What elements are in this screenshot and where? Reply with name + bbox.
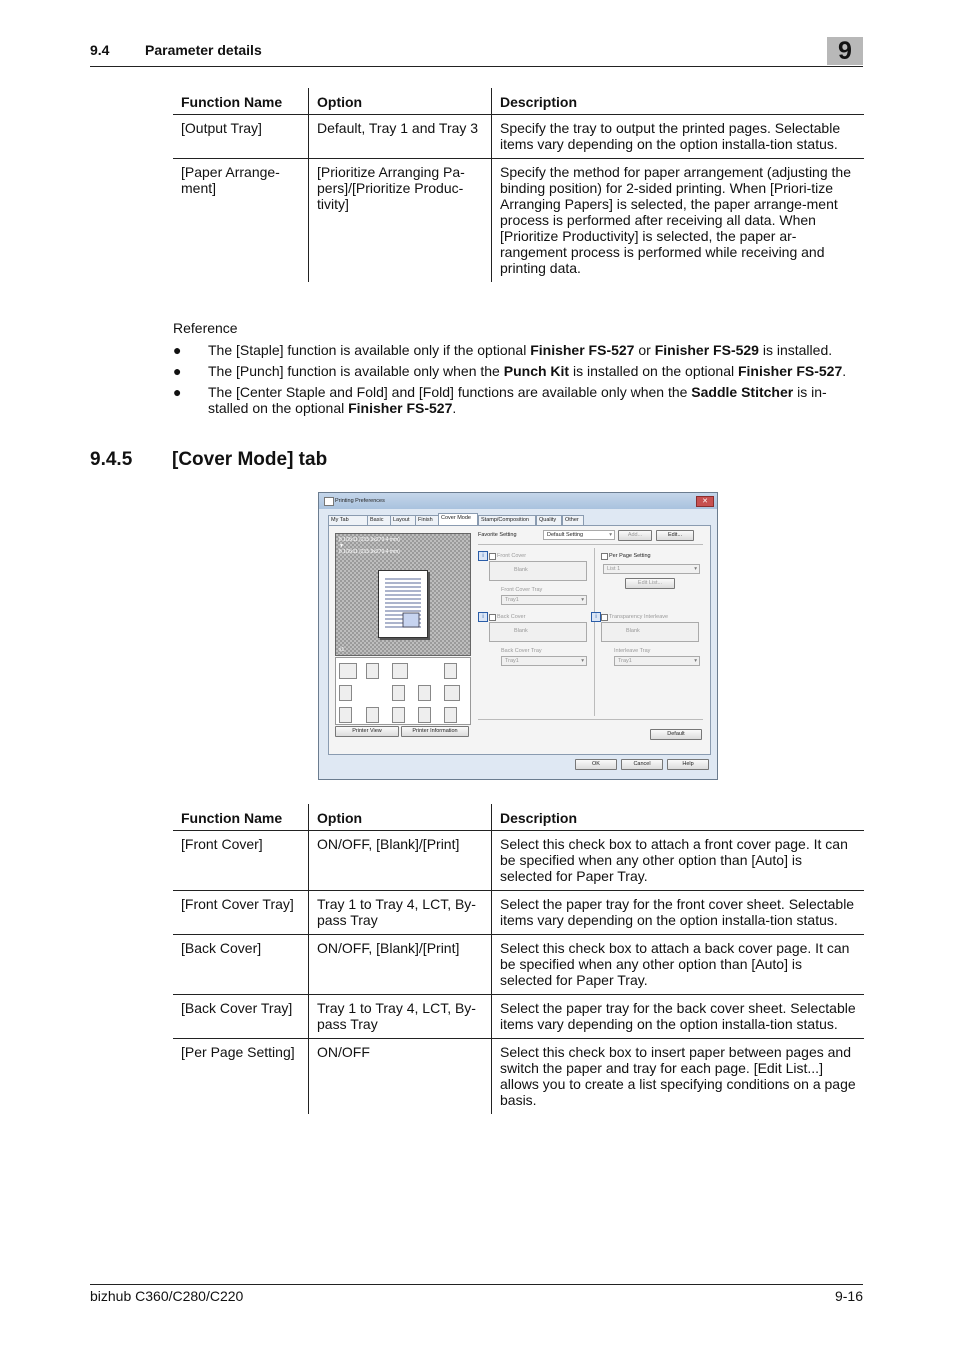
item-bold: Finisher FS-527 <box>348 400 453 416</box>
description: Select this check box to attach a back cover page. It can be specified when any other option than [Auto] is selected for Paper Tray. <box>492 935 865 995</box>
info-icon: i <box>591 612 601 622</box>
edit-button[interactable]: Edit... <box>656 530 694 541</box>
cover-icon <box>339 663 357 679</box>
transparency-interleave-label: Transparency Interleave <box>609 614 669 620</box>
function-name: [Output Tray] <box>173 115 309 159</box>
per-page-list-select[interactable]: List 1 ▾ <box>603 564 700 574</box>
paper-preview-icon <box>378 570 428 638</box>
front-cover-tray-select[interactable]: Tray1 ▾ <box>501 595 587 605</box>
section-number: 9.4 <box>90 42 110 58</box>
description: Select this check box to insert paper between pages and switch the paper and tray for each page. [Edit List...] allows you to create a list specifying conditions on a page basis. <box>492 1039 865 1115</box>
cancel-button[interactable]: Cancel <box>621 759 663 770</box>
item-text: is installed on the optional <box>569 363 738 379</box>
table-row <box>173 115 864 159</box>
bullet: ● <box>173 363 182 379</box>
bullet: ● <box>173 384 182 400</box>
cover-mode-pane <box>328 525 711 755</box>
punch-icon <box>418 685 431 701</box>
per-page-setting-checkbox[interactable] <box>601 553 608 560</box>
tab-stamp-composition[interactable]: Stamp/Composition <box>478 515 536 525</box>
tab-other[interactable]: Other <box>562 515 584 525</box>
tray-icon <box>339 685 352 701</box>
description: Specify the tray to output the printed pages. Selectable items vary depending on the option installa-tion status. <box>492 115 865 159</box>
default-button[interactable]: Default <box>650 729 702 740</box>
list-item <box>173 342 863 358</box>
rotate-icon <box>444 663 457 679</box>
print-preview <box>335 533 471 656</box>
table-header-row <box>173 804 864 831</box>
divider <box>478 719 703 720</box>
preview-size-label: 8 1/2x11 (215.9x279.4 mm) <box>339 549 400 555</box>
front-cover-tray-label: Front Cover Tray <box>501 587 543 593</box>
tab-basic[interactable]: Basic <box>367 515 391 525</box>
duplex-icon <box>366 663 379 679</box>
column-header: Option <box>309 88 492 115</box>
binding-icon <box>339 707 352 723</box>
item-bold: Finisher FS-527 <box>737 363 843 379</box>
info-icon: i <box>478 551 488 561</box>
back-cover-label: Back Cover <box>497 614 526 620</box>
option: ON/OFF <box>309 1039 492 1115</box>
heading-number: 9.4.5 <box>90 449 133 470</box>
printer-information-button[interactable]: Printer Information <box>401 726 469 737</box>
quality-icon <box>418 707 431 723</box>
transparency-value: Blank <box>626 628 640 634</box>
column-header: Function Name <box>173 804 309 831</box>
interleave-tray-label: Interleave Tray <box>614 648 651 654</box>
front-cover-select[interactable] <box>489 561 587 581</box>
window-title: Printing Preferences <box>335 498 385 504</box>
page-header <box>90 37 863 67</box>
copy-count: x1 <box>339 647 345 653</box>
info-icon: i <box>478 612 488 622</box>
tab-layout[interactable]: Layout <box>390 515 416 525</box>
table-row <box>173 935 864 995</box>
model-name: bizhub C360/C280/C220 <box>90 1288 244 1304</box>
page-footer <box>90 1284 863 1304</box>
description: Select this check box to attach a front cover page. It can be specified when any other option than [Auto] is selected for Paper Tray. <box>492 831 865 891</box>
divider <box>478 544 703 545</box>
back-cover-value: Blank <box>514 628 528 634</box>
item-bold: Finisher FS-529 <box>654 342 759 358</box>
parameter-table-1 <box>173 88 864 282</box>
front-cover-checkbox[interactable] <box>489 553 496 560</box>
table-row <box>173 831 864 891</box>
front-cover-value: Blank <box>514 567 528 573</box>
heading-title: [Cover Mode] tab <box>172 449 328 470</box>
function-name: [Back Cover] <box>173 935 309 995</box>
column-header: Description <box>492 88 865 115</box>
back-cover-tray-label: Back Cover Tray <box>501 648 542 654</box>
text-icon <box>392 685 405 701</box>
item-text: The [Staple] function is available only if the optional <box>208 342 531 358</box>
preview-size-label: 8 1/2x11 (215.9x279.4 mm) <box>339 537 400 543</box>
ok-button[interactable]: OK <box>575 759 617 770</box>
description: Select the paper tray for the back cover sheet. Selectable items vary depending on the option installa-tion status. <box>492 995 865 1039</box>
column-header: Description <box>492 804 865 831</box>
parameter-table-2 <box>173 804 864 1114</box>
item-bold: Finisher FS-527 <box>530 342 635 358</box>
per-page-setting-label: Per Page Setting <box>609 553 651 559</box>
list-item <box>173 363 863 379</box>
item-text: is in-stalled on the optional <box>208 384 827 416</box>
tab-quality[interactable]: Quality <box>536 515 562 525</box>
section-title: Parameter details <box>145 42 262 58</box>
chapter-number: 9 <box>827 37 863 65</box>
close-button[interactable]: ✕ <box>696 496 714 507</box>
printer-view-button[interactable]: Printer View <box>335 726 399 737</box>
layout-icon <box>392 663 408 679</box>
section-heading <box>90 449 328 471</box>
tab-finish[interactable]: Finish <box>415 515 439 525</box>
option: Default, Tray 1 and Tray 3 <box>309 115 492 159</box>
item-text: . <box>452 400 457 416</box>
bullet: ● <box>173 342 182 358</box>
interleave-tray-select[interactable]: Tray1 ▾ <box>614 656 700 666</box>
staple-icon <box>444 685 460 701</box>
page-number: 9-16 <box>834 1288 863 1304</box>
function-name: [Back Cover Tray] <box>173 995 309 1039</box>
column-header: Option <box>309 804 492 831</box>
table-header-row <box>173 88 864 115</box>
option: Tray 1 to Tray 4, LCT, By-pass Tray <box>309 891 492 935</box>
back-cover-tray-select[interactable]: Tray1 ▾ <box>501 656 587 666</box>
description: Select the paper tray for the front cover sheet. Selectable items vary depending on the option installa-tion status. <box>492 891 865 935</box>
table-row <box>173 159 864 283</box>
add-button[interactable]: Add... <box>618 530 652 541</box>
option: ON/OFF, [Blank]/[Print] <box>309 831 492 891</box>
item-text: or <box>634 342 655 358</box>
item-bold: Saddle Stitcher <box>691 384 794 400</box>
back-cover-select[interactable] <box>489 622 587 642</box>
function-name: [Front Cover Tray] <box>173 891 309 935</box>
option: [Prioritize Arranging Pa-pers]/[Prioritize Produc-tivity] <box>309 159 492 283</box>
back-cover-checkbox[interactable] <box>489 614 496 621</box>
table-row <box>173 891 864 935</box>
item-text: is installed. <box>758 342 833 358</box>
arrow-down-icon: ▼ <box>339 543 344 549</box>
item-bold: Punch Kit <box>503 363 570 379</box>
function-name: [Per Page Setting] <box>181 1044 295 1060</box>
column-header: Function Name <box>173 88 309 115</box>
transparency-interleave-select[interactable] <box>601 622 699 642</box>
item-text: The [Punch] function is available only when the <box>208 363 504 379</box>
setting-icons-panel <box>335 657 471 725</box>
item-text: . <box>842 363 847 379</box>
item-text: The [Center Staple and Fold] and [Fold] functions are available only when the <box>208 384 692 400</box>
function-name: [Front Cover] <box>173 831 309 891</box>
tab-my-tab[interactable]: My Tab <box>328 515 368 525</box>
transparency-interleave-checkbox[interactable] <box>601 614 608 621</box>
tab-cover-mode[interactable]: Cover Mode <box>438 513 478 525</box>
text-lines-icon <box>379 571 427 637</box>
reference-label: Reference <box>173 320 238 336</box>
title-bar <box>319 493 717 509</box>
function-name: [Paper Arrange-ment] <box>181 164 280 196</box>
page-icon <box>444 707 457 723</box>
edit-list-button[interactable]: Edit List... <box>625 578 675 589</box>
favorite-setting-select[interactable]: Default Setting ▾ <box>543 530 615 540</box>
help-button[interactable]: Help <box>667 759 709 770</box>
stamp-icon <box>366 707 379 723</box>
reference-list <box>173 342 863 421</box>
favorite-setting-label: Favorite Setting <box>478 532 517 538</box>
option: Tray 1 to Tray 4, LCT, By-pass Tray <box>309 995 492 1039</box>
table-row <box>173 995 864 1039</box>
divider <box>594 548 595 716</box>
printing-preferences-window <box>318 492 718 780</box>
description: Specify the method for paper arrangement (adjusting the binding position) for 2-sided printing. When [Priori-tize Arranging Papers] is selected, the paper arrange-ment process is performed after receiving all data. When [Prioritize Productivity] is selected, the paper ar-rangement process is performed while receiving and printing data. <box>492 159 865 283</box>
front-cover-label: Front Cover <box>497 553 527 559</box>
window-icon <box>324 497 334 506</box>
color-icon <box>392 707 405 723</box>
option: ON/OFF, [Blank]/[Print] <box>309 935 492 995</box>
list-item <box>173 384 863 416</box>
table-row <box>173 1039 864 1115</box>
